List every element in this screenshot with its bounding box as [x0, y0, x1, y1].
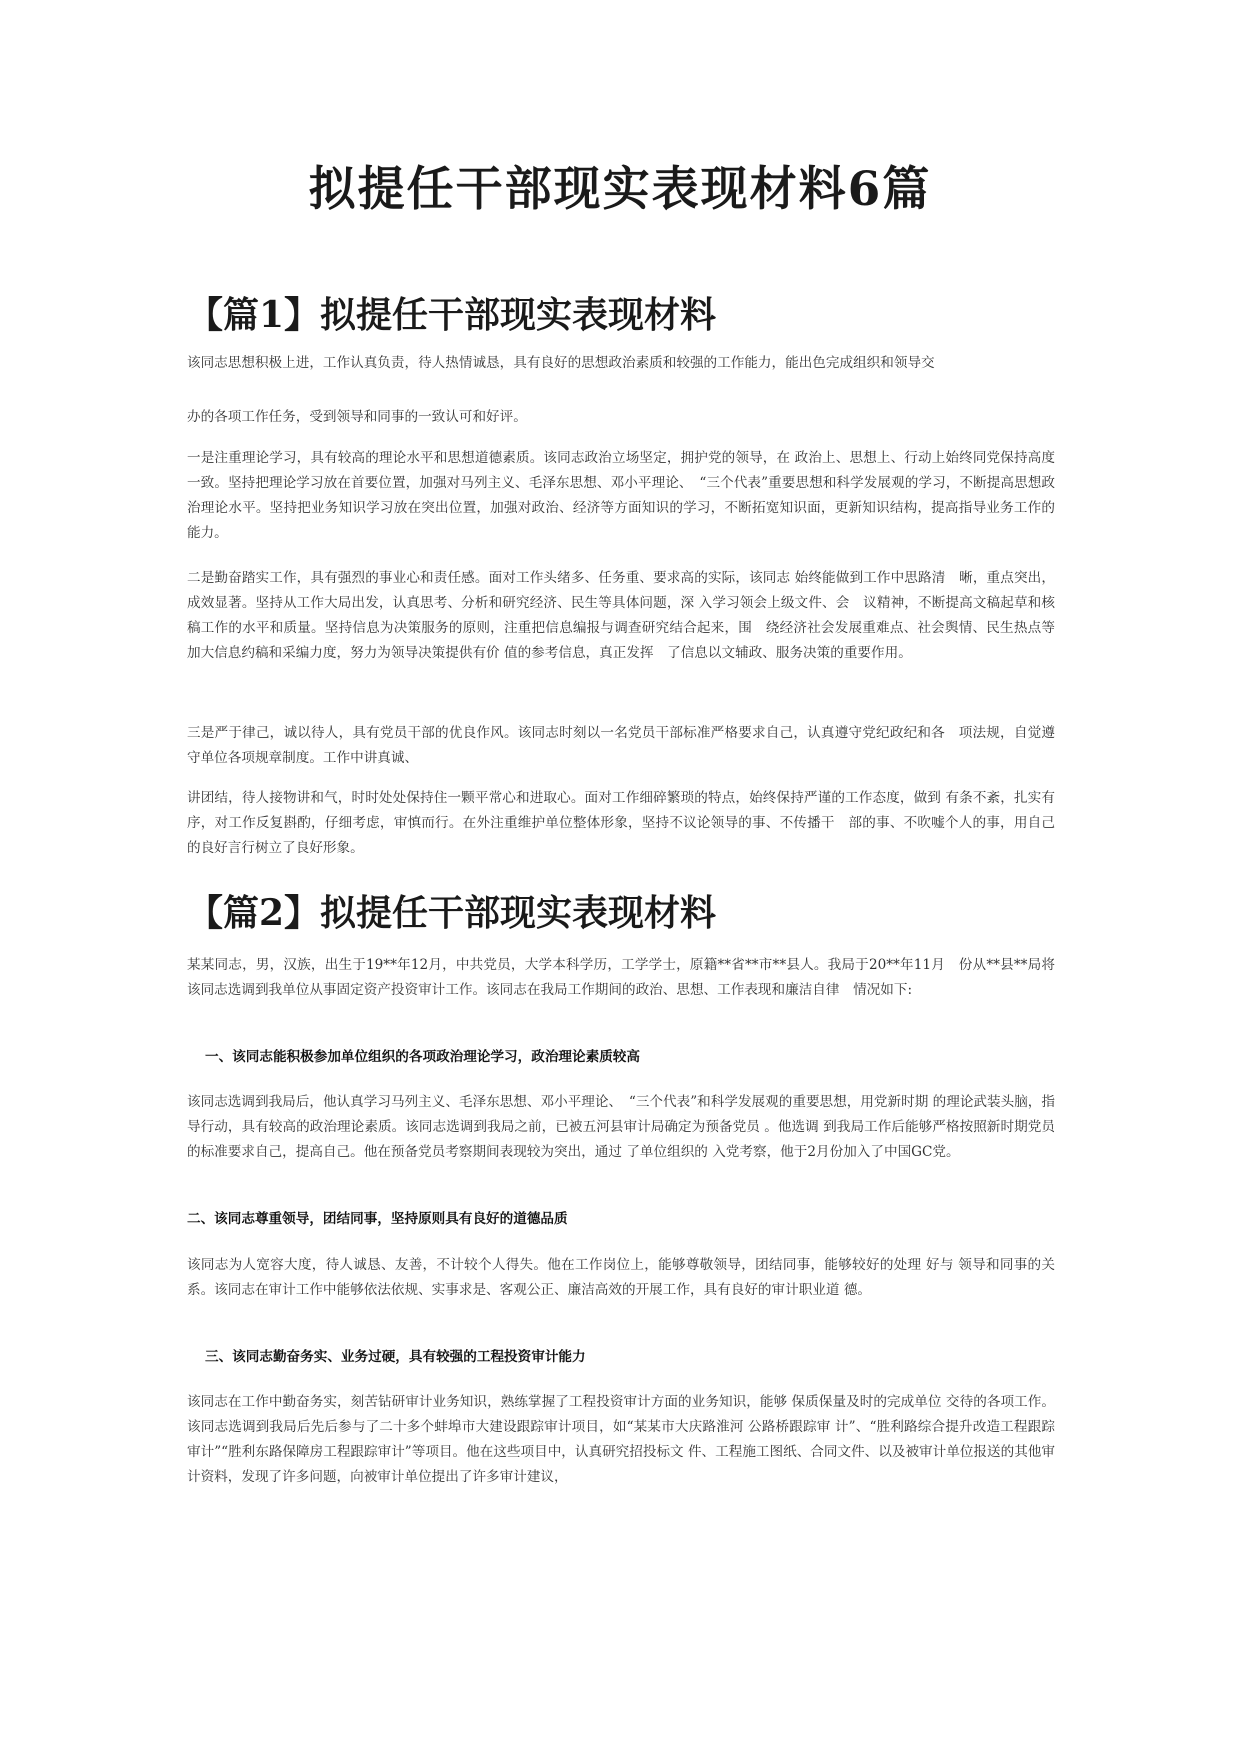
- section-1-paragraph-2: 一是注重理论学习，具有较高的理论水平和思想道德素质。该同志政治立场坚定，拥护党的领导，在 政治上、思想上、行动上始终同党保持高度一致。坚持把理论学习放在首要位置，加强对马列主义、毛泽东思想、邓小平理论、 “三个代表”重要思想和科学发展观的学习，不断提高思想政治理论水平。坚持把业务知识学习放在突出位置，加强对政治、经济等方面知识的学习，不断拓宽知识面，更新知识结构，提高指导业务工作的能力。: [187, 450, 1055, 541]
- section-2-paragraph-2: 该同志选调到我局后，他认真学习马列主义、毛泽东思想、邓小平理论、 “三个代表”和科学发展观的重要思想，用党新时期 的理论武装头脑，指导行动，具有较高的政治理论素质。该同志选调到我局之前，已被五河县审计局确定为预备党员 。他选调 到我局工作后能够严格按照新时期党员的标准要求自己，提高自己。他在预备党员考察期间表现较为突出，通过 了单位组织的 入党考察，他于2月份加入了中国GC党。: [187, 1094, 1055, 1160]
- section-2-subheading-1: 一、该同志能积极参加单位组织的各项政治理论学习，政治理论素质较高: [205, 1049, 640, 1065]
- section-2-heading: 【篇2】拟提任干部现实表现材料: [187, 892, 717, 934]
- section-1-heading: 【篇1】拟提任干部现实表现材料: [187, 294, 717, 336]
- section-2-paragraph-4: 该同志在工作中勤奋务实，刻苦钻研审计业务知识，熟练掌握了工程投资审计方面的业务知识，能够 保质保量及时的完成单位 交待的各项工作。该同志选调到我局后先后参与了二十多个蚌埠市大建设跟踪审计项目，如“某某市大庆路淮河 公路桥跟踪审 计”、“胜利路综合提升改造工程跟踪审计”“胜利东路保障房工程跟踪审计”等项目。他在这些项目中，认真研究招投标文 件、工程施工图纸、合同文件、以及被审计单位报送的其他审计资料，发现了许多问题，向被审计单位提出了许多审计建议，: [187, 1394, 1055, 1485]
- section-1-paragraph-5: 讲团结，待人接物讲和气，时时处处保持住一颗平常心和进取心。面对工作细碎繁琐的特点，始终保持严谨的工作态度，做到 有条不紊，扎实有序，对工作反复斟酌，仔细考虑，审慎而行。在外注重维护单位整体形象，坚持不议论领导的事、不传播干 部的事、不吹嘘个人的事，用自己的良好言行树立了良好形象。: [187, 790, 1055, 856]
- section-1-paragraph-1a: 该同志思想积极上进，工作认真负责，待人热情诚恳，具有良好的思想政治素质和较强的工作能力，能出色完成组织和领导交: [187, 355, 935, 371]
- section-1-paragraph-4: 三是严于律己，诚以待人，具有党员干部的优良作风。该同志时刻以一名党员干部标准严格要求自己，认真遵守党纪政纪和各 项法规，自觉遵守单位各项规章制度。工作中讲真诚、: [187, 725, 1055, 766]
- section-1-paragraph-1b: 办的各项工作任务，受到领导和同事的一致认可和好评。: [187, 409, 527, 425]
- section-1-paragraph-3: 二是勤奋踏实工作，具有强烈的事业心和责任感。面对工作头绪多、任务重、要求高的实际，该同志 始终能做到工作中思路清 晰，重点突出，成效显著。坚持从工作大局出发，认真思考、分析和研究经济、民生等具体问题，深 入学习领会上级文件、会 议精神，不断提高文稿起草和核稿工作的水平和质量。坚持信息为决策服务的原则，注重把信息编报与调查研究结合起来，围 绕经济社会发展重难点、社会舆情、民生热点等加大信息约稿和采编力度，努力为领导决策提供有价 值的参考信息，真正发挥 了信息以文辅政、服务决策的重要作用。: [187, 570, 1055, 661]
- section-2-subheading-2: 二、该同志尊重领导，团结同事，坚持原则具有良好的道德品质: [187, 1211, 568, 1227]
- section-2-paragraph-1: 某某同志，男，汉族，出生于19**年12月，中共党员，大学本科学历，工学学士，原籍**省**市**县人。我局于20**年11月 份从**县**局将该同志选调到我单位从事固定资产投资审计工作。该同志在我局工作期间的政治、思想、工作表现和廉洁自律 情况如下:: [187, 957, 1055, 998]
- section-2-subheading-3: 三、该同志勤奋务实、业务过硬，具有较强的工程投资审计能力: [205, 1349, 586, 1365]
- document-title: 拟提任干部现实表现材料6篇: [308, 162, 932, 217]
- section-2-paragraph-3: 该同志为人宽容大度，待人诚恳、友善，不计较个人得失。他在工作岗位上，能够尊敬领导，团结同事，能够较好的处理 好与 领导和同事的关系。该同志在审计工作中能够依法依规、实事求是、客观公正、廉洁高效的开展工作，具有良好的审计职业道 德。: [187, 1257, 1055, 1298]
